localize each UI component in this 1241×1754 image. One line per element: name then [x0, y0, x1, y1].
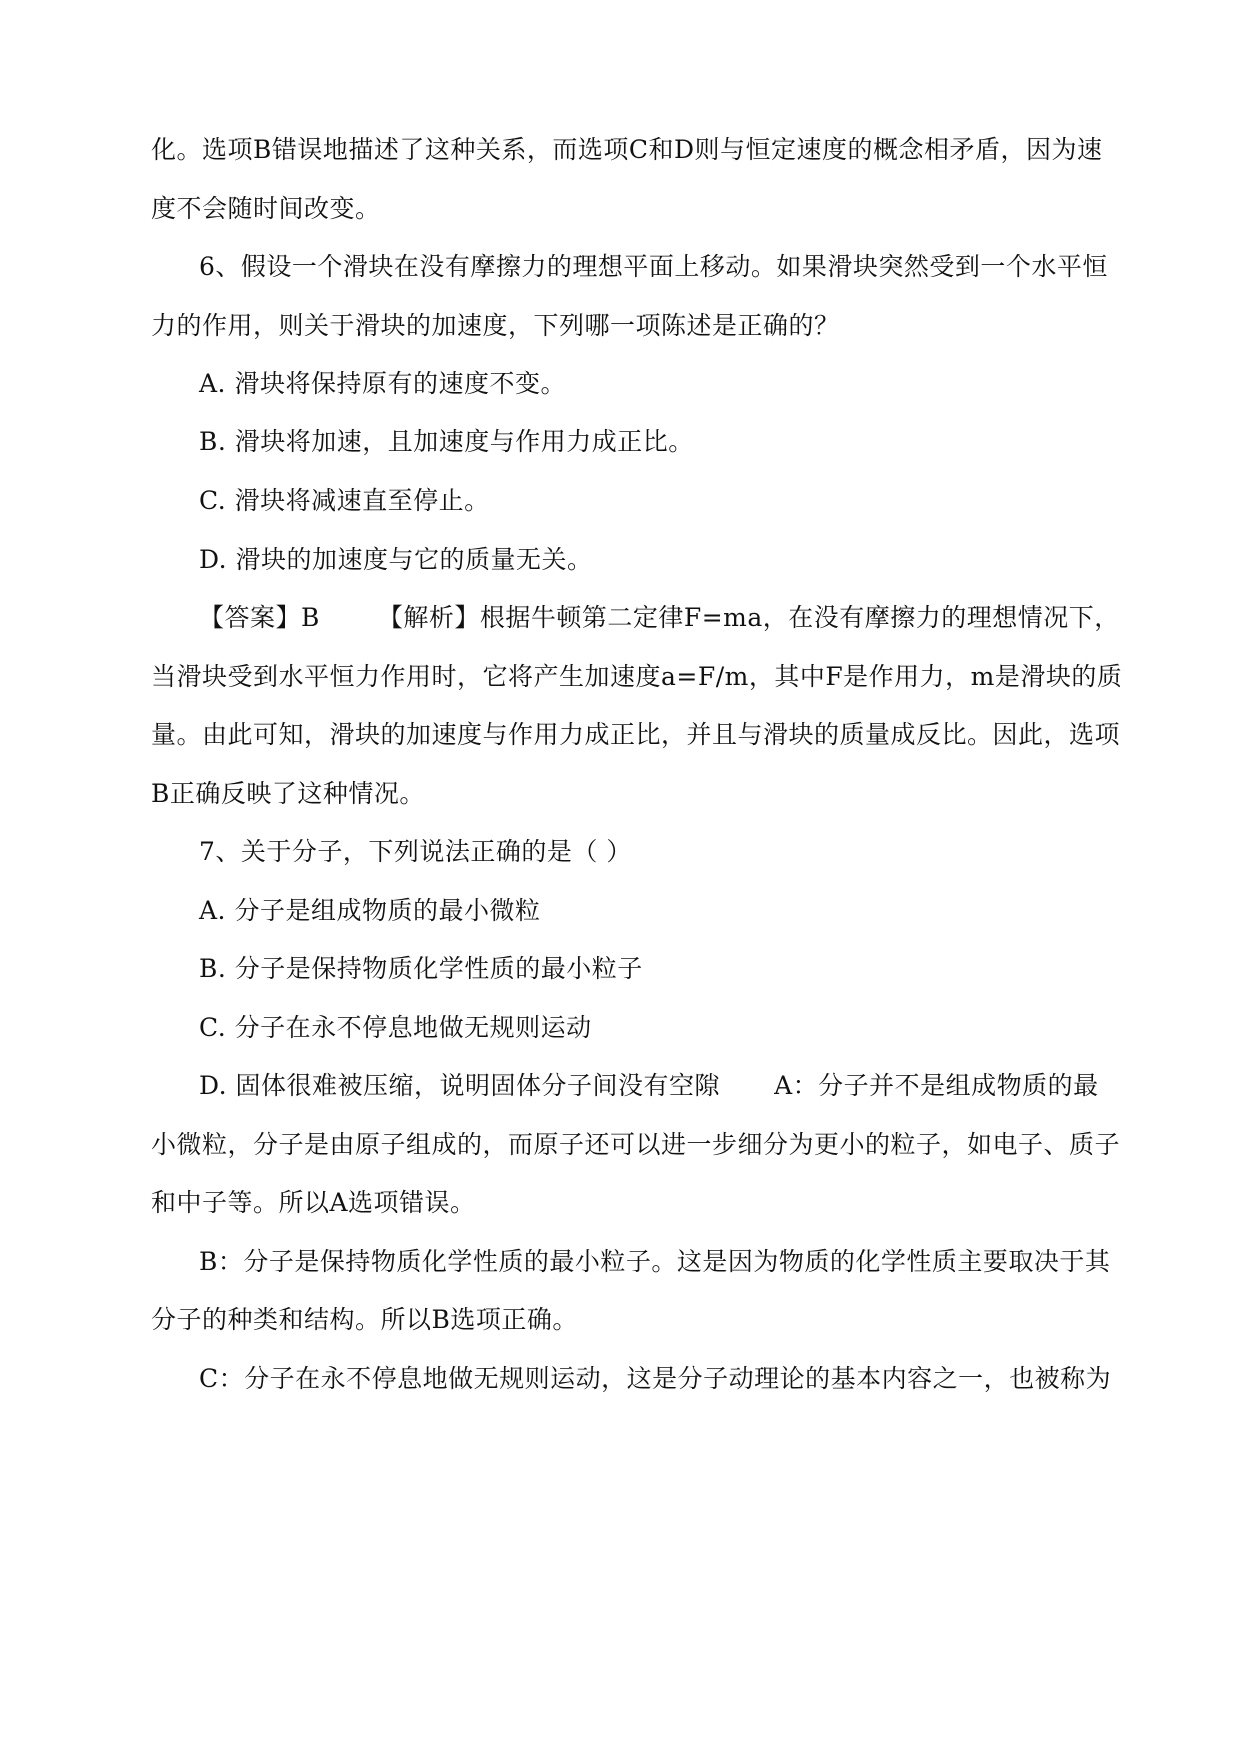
question-6-option-b: B. 滑块将加速，且加速度与作用力成正比。 — [199, 427, 694, 456]
question-6-stem: 6、假设一个滑块在没有摩擦力的理想平面上移动。如果滑块突然受到一个水平恒 — [199, 252, 1108, 281]
question-6-option-d: D. 滑块的加速度与它的质量无关。 — [199, 545, 593, 574]
question-7-stem: 7、关于分子，下列说法正确的是（ ） — [199, 837, 632, 866]
answer-label: 【答案】B — [199, 603, 320, 632]
analysis-text: 【解析】根据牛顿第二定律F=ma，在没有摩擦力的理想情况下， — [377, 603, 1120, 632]
question-6-stem-cont: 力的作用，则关于滑块的加速度，下列哪一项陈述是正确的？ — [151, 311, 840, 340]
question-7-option-b: B. 分子是保持物质化学性质的最小粒子 — [199, 954, 643, 983]
analysis-text-cont: 当滑块受到水平恒力作用时，它将产生加速度a=F/m，其中F是作用力，m是滑块的质 — [151, 662, 1123, 691]
explanation-b: B：分子是保持物质化学性质的最小粒子。这是因为物质的化学性质主要取决于其 — [199, 1247, 1111, 1276]
question-7-option-d-line — [199, 1069, 1099, 1103]
explanation-b-cont: 分子的种类和结构。所以B选项正确。 — [151, 1305, 578, 1334]
explanation-a-cont: 小微粒，分子是由原子组成的，而原子还可以进一步细分为更小的粒子，如电子、质子 — [151, 1130, 1121, 1159]
analysis-text-cont: B正确反映了这种情况。 — [151, 779, 425, 808]
explanation-a: A：分子并不是组成物质的最 — [774, 1071, 1099, 1100]
text-line: 度不会随时间改变。 — [151, 194, 381, 223]
explanation-a-cont: 和中子等。所以A选项错误。 — [151, 1188, 476, 1217]
analysis-text-cont: 量。由此可知，滑块的加速度与作用力成正比，并且与滑块的质量成反比。因此，选项 — [151, 720, 1121, 749]
question-6-option-a: A. 滑块将保持原有的速度不变。 — [199, 369, 566, 398]
question-6-option-c: C. 滑块将减速直至停止。 — [199, 486, 490, 515]
text-line: 化。选项B错误地描述了这种关系，而选项C和D则与恒定速度的概念相矛盾，因为速 — [151, 135, 1103, 164]
question-6-answer-line — [199, 601, 1120, 635]
question-7-option-a: A. 分子是组成物质的最小微粒 — [199, 896, 541, 925]
explanation-c: C：分子在永不停息地做无规则运动，这是分子动理论的基本内容之一，也被称为 — [199, 1364, 1112, 1393]
question-7-option-d: D. 固体很难被压缩，说明固体分子间没有空隙 — [199, 1071, 721, 1100]
question-7-option-c: C. 分子在永不停息地做无规则运动 — [199, 1013, 592, 1042]
